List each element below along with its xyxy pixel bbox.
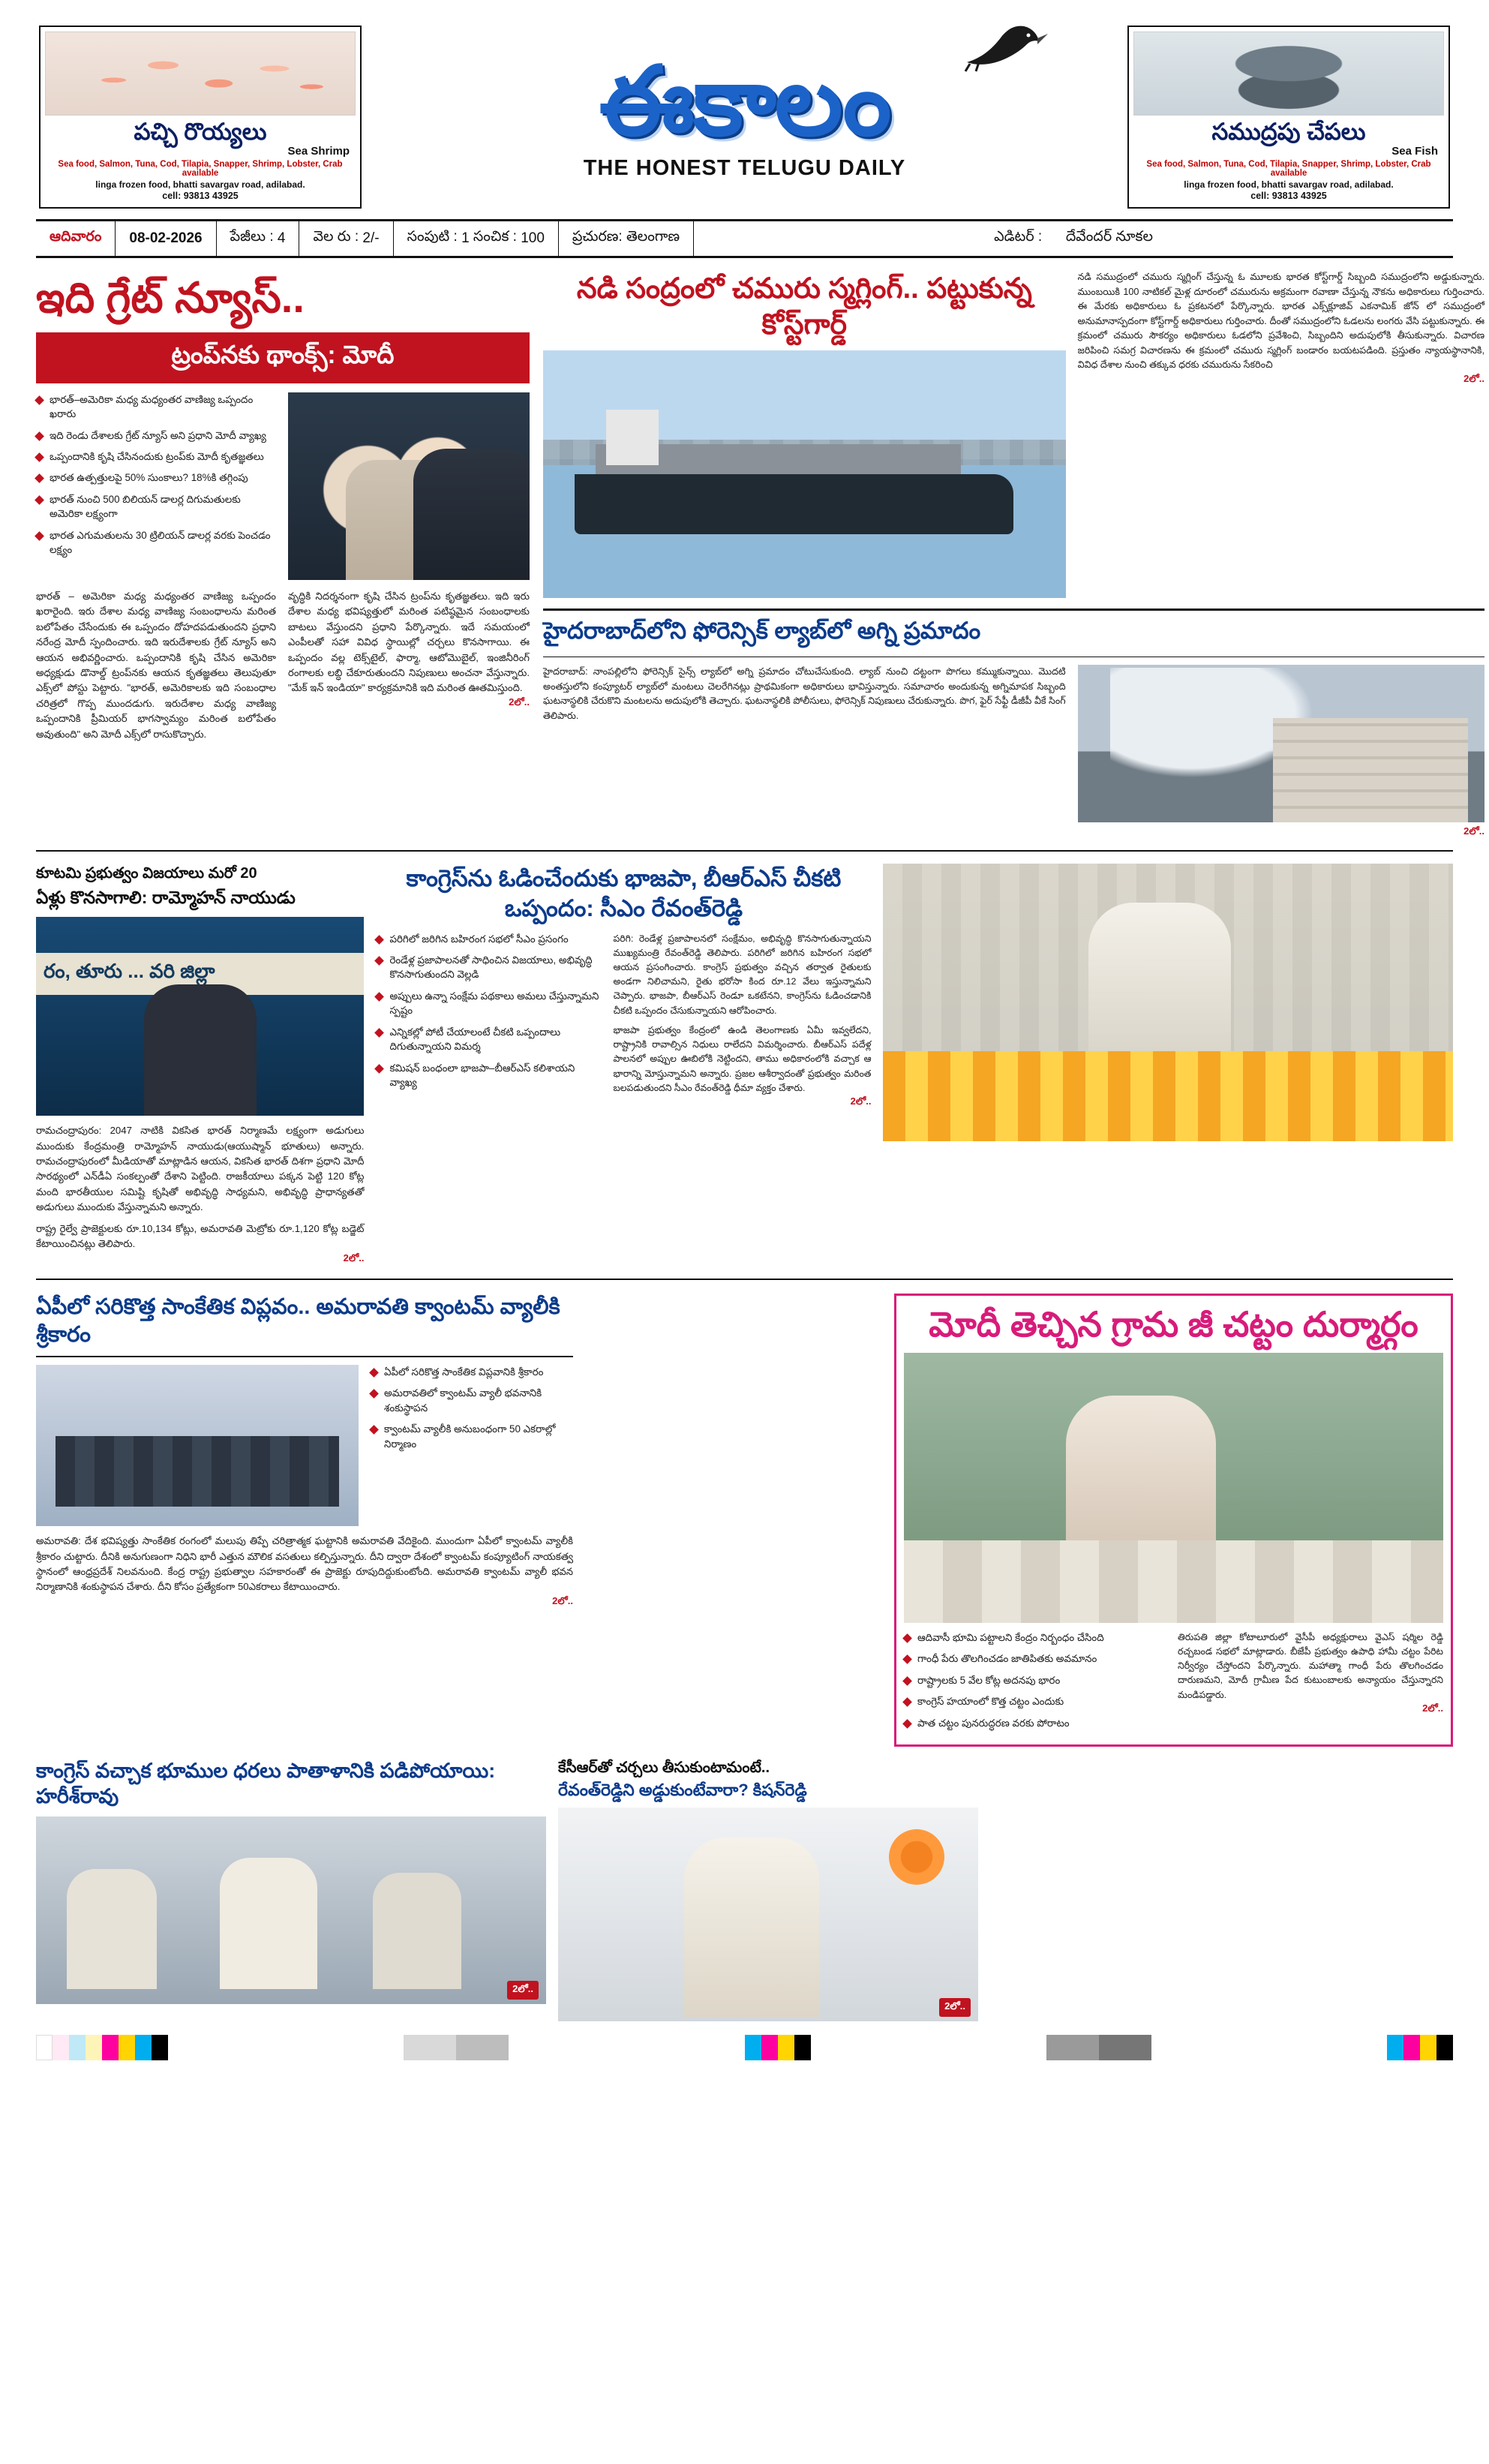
second-section [36,864,1453,1267]
issue-day: ఆదివారం [36,221,116,256]
swatch [794,2035,811,2060]
price-label: వెల రు : [313,229,359,245]
quantum-bullets [371,1365,573,1526]
issue-info-bar [36,219,1453,258]
rammohan-body2: రాష్ట్ర రైల్వే ప్రాజెక్టులకు రూ.10,134 కోట్లు, అమరావతి మెట్రోకు రూ.1,120 కోట్ల బడ్జెట్ కేటాయించినట్లు తెలిపారు. [36,1222,365,1250]
coastguard-story [543,270,1066,598]
rammohan-body: రామచంద్రాపురం: 2047 నాటికి వికసిత భారత్ నిర్మాణమే లక్ష్యంగా అడుగులు ముందుకు కేంద్రమంత్రి రామ్మోహన్ నాయుడు(ఆయుష్మాన్ భూతులు) అన్నారు. రామచంద్రాపురంలో మీడియాతో మాట్లాడిన ఆయన, వికసిత భారత్ దిశగా ప్రధాని మోదీ సారథ్యంలో ఎన్‌డీఏ సంకల్పంతో దేశాని పెట్టింది. రాజకీయాలు పక్కన పెట్టి 120 కోట్ల మంది భారతీయుల సమిష్టి కృషితో అభివృద్ధి సాధ్యమని, అభివృద్ధి ప్రాధాన్యతతో అడుగులు ముందుకు వేస్తున్నామని అన్నారు. [36,1125,365,1213]
modi-trump-photo [288,392,530,580]
coastguard-continue-link[interactable]: 2లో.. [1463,372,1484,384]
swatch [1420,2035,1436,2060]
swatch [778,2035,794,2060]
revanth-body2: భాజపా ప్రభుత్వం కేంద్రంలో ఉండి తెలంగాణకు ఏమీ ఇవ్వలేదని, రాష్ట్రానికి రావాల్సిన నిధులు రాలేదని విమర్శించారు. బీఆర్ఎస్ పదేళ్ల పాలనలో అప్పుల ఊబిలోకి నెట్టిందని, తాము అధికారంలోకి వచ్చాక ఆ భారాన్ని మోస్తున్నామని అన్నారు. ప్రజల ఆశీర్వాదంతో ప్రభుత్వం మరింత బలపడుతుందని సీఎం రేవంత్‌రెడ్డి ధీమా వ్యక్తం చేశారు. [613,1024,872,1093]
lead-body-col2: వృద్ధికి నిదర్శనంగా కృషి చేసిన ట్రంప్‌ను కృతజ్ఞతలు. ఇది ఇరు దేశాల మధ్య భవిష్యత్తులో మరింత పటిష్ఠమైన సంబంధాలకు బాటలు వేస్తుందని ప్రధాని పేర్కొన్నారు. ఇదే సమయంలో ఎంపీలతో సహా వివిధ స్థాయిల్లో చర్చలు కొనసాగాయి. ఈ ఒప్పందం వల్ల టెక్స్‌టైల్, ఫార్మా, ఆటోమొబైల్, ఇంజినీరింగ్ రంగాలకు లబ్ధి చేకూరుతుందని నిపుణులు అంచనా వేస్తున్నారు. "మేక్ ఇన్ ఇండియా" కార్యక్రమానికి ఇది మరింత ఊతమిస్తుంది. [288,590,530,694]
ad-left-phone: cell: 93813 43925 [162,191,239,201]
coastguard-body: నడి సముద్రంలో చమురు స్మగ్లింగ్ చేస్తున్న ఓ మూలకు భారత కోస్ట్‌గార్డ్ సిబ్బంది సముద్రంలోని అడ్డుకున్నారు. ముంబయికి 100 నాటికల్ మైళ్ల దూరంలో చమురును అక్రమంగా రవాణా చేస్తున్న నౌకను అధికారులు గుర్తించారు. ఈ మేరకు అధికారులు ఓ ప్రకటనలో పేర్కొన్నారు. భారత ఎక్స్‌క్లూజివ్ ఎకనామిక్ జోన్ లో సముద్రంలో అనుమానాస్పదంగా కోస్ట్‌గార్డ్ అధికారులు గుర్తించారు. దీంతో సముద్రంలోని ఓడలను లంగరు వేసి పట్టుకున్నారు. ఈ క్రమంలో చమురు సౌకర్యం అధికారులు ఓడలోని ప్రవేశించి, సిబ్బందిని అదుపులోకి తీసుకున్నారు. విచారణ జరిపించి సమగ్ర విచారణను ఈ క్రమంలో చమురు స్మగ్లింగ్ బండారం బయటపడింది. ప్రస్తుతం న్యాయస్థానానికి, వివిధ దేశాల నుంచి తక్కువ ధరకు చమురును సేకరించి [1077,272,1484,371]
forensic-body: హైదరాబాద్: నాంపల్లిలోని ఫోరెన్సిక్ సైన్స్ ల్యాబ్‌లో అగ్ని ప్రమాదం చోటుచేసుకుంది. ల్యాబ్ నుంచి దట్టంగా పొగలు కమ్ముకున్నాయి. మొదటి అంతస్తులోని కంప్యూటర్ ల్యాబ్‌లో మంటలు చెలరేగినట్లు ప్రాథమికంగా అధికారులు భావిస్తున్నారు. సమాచారం అందుకున్న అగ్నిమాపక సిబ్బంది ఘటనాస్థలికి చేరుకొని మంటలను అదుపులోకి తెచ్చారు. ఘటనాస్థలికి పోలీసులు, ఫోరెన్సిక్ నిపుణులు చేరుకున్నారు. పొగ, ఫైర్ సేఫ్టీ డీజీపీ వీకే సింగ్ తెలిపారు. [543,666,1066,721]
brand-block [375,48,1114,181]
revanth-continue-link[interactable]: 2లో.. [850,1095,872,1107]
revanth-body: పరిగి: రెండేళ్ల ప్రజాపాలనలో సంక్షేమం, అభివృద్ధి కొనసాగుతున్నాయని ముఖ్యమంత్రి రేవంత్‌రెడ్డి తెలిపారు. పరిగిలో జరిగిన బహిరంగ సభలో ఆయన ప్రసంగించారు. కాంగ్రెస్ ప్రభుత్వం వచ్చిన తర్వాత రైతులకు అండగా నిలిచామని, రైతు భరోసా కింద రూ.12 వేలు ఇస్తున్నామని చెప్పారు. భాజపా, బీఆర్ఎస్ రెండూ ఒకటేనని, కాంగ్రెస్‌ను ఓడించడానికి చీకటి ఒప్పందం చేసుకున్నాయని ఆరోపించారు. [613,933,872,1016]
swatch [53,2035,69,2060]
issue-volume [394,221,559,256]
sharmila-continue-link[interactable]: 2లో.. [1422,1702,1443,1714]
kishanreddy-photo [558,1807,978,2021]
kishanreddy-continue-link[interactable]: 2లో.. [939,1998,971,2017]
lead-body-col1: భారత్‌ – అమెరికా మధ్య మధ్యంతర వాణిజ్య ఒప్పందం ఖరారైంది. ఇరు దేశాల మధ్య వాణిజ్య సంబంధాలను మరింత బలోపేతం చేసేందుకు ఈ ఒప్పందం దోహదపడుతుందని ప్రధాని నరేంద్ర మోదీ స్పందించారు. ఇది ఇరుదేశాలకు గ్రేట్ న్యూస్ అని ఆయన అభివర్ణించారు. ఒప్పందానికి కృషి చేసిన అమెరికా అధ్యక్షుడు డొనాల్డ్ ట్రంప్‌నకు ఆయన కృతజ్ఞతలు తెలుపుతూ ఎక్స్‌లో పోస్టు పెట్టారు. "భారత్‌, అమెరికాలకు ఇది సంబంధాల చరిత్రలో గొప్ప ముందడుగు. ఇరుదేశాల మధ్య వాణిజ్య ఒప్పందానికి ప్రీమియర్ భాగస్వామ్యం మరింత బలోపేతం అవుతుంది" అని మోదీ ఎక్స్‌లో రాసుకొచ్చారు. [36,590,276,740]
list-item: అప్పులు ఉన్నా సంక్షేమ పథకాలు అమలు చేస్తున్నామని స్పష్టం [376,989,601,1018]
ad-right-products: Sea food, Salmon, Tuna, Cod, Tilapia, Snapper, Shrimp, Lobster, Crab available [1146,160,1431,178]
issue-edition [559,221,694,256]
newspaper-tagline: THE HONEST TELUGU DAILY [583,155,906,180]
revanth-waving-photo [883,864,1453,1141]
swatch [1046,2035,1099,2060]
color-swatches-left [36,2035,168,2060]
quantum-headline: ఏపీలో సరికొత్త సాంకేతిక విప్లవం.. అమరావతి క్వాంటమ్ వ్యాలీకి శ్రీకారం [36,1294,573,1357]
list-item: రెండేళ్ల ప్రజాపాలనతో సాధించిన విజయాలు, అభివృద్ధి కొనసాగుతుందని వెల్లడి [376,953,601,982]
revanth-headline: కాంగ్రెస్‌ను ఓడించేందుకు భాజపా, బీఆర్ఎస్ చీకటి ఒప్పందం: సీఎం రేవంత్‌రెడ్డి [406,865,842,922]
lead-continue-link[interactable]: 2లో.. [509,696,530,708]
ad-right-title-english: Sea Fish [1391,145,1438,158]
ad-right-phone: cell: 93813 43925 [1250,191,1327,201]
forensic-continue-link[interactable]: 2లో.. [1463,825,1484,837]
list-item: ఆదివాసీ భూమి పట్టాలని కేంద్రం నిర్బంధం చేసింది [904,1630,1166,1645]
swatch [1403,2035,1420,2060]
ad-left-title-telugu: పచ్చి రొయ్యలు [134,119,267,145]
fish-photo [1133,32,1444,116]
issue-date: 08-02-2026 [116,221,216,256]
third-section [36,1294,1453,1747]
swatch [1387,2035,1403,2060]
volume-value: 1 [461,230,470,246]
quantum-story [36,1294,573,1747]
lead-subheadline: ట్రంప్‌నకు థాంక్స్: మోదీ [36,332,530,383]
rammohan-story [36,864,364,1267]
issue-label: సంచిక : [473,229,517,245]
ship-photo [543,350,1066,598]
list-item: భారత ఉత్పత్తులపై 50% సుంకాలు? 18%కి తగ్గింపు [36,470,276,485]
top-section [36,270,1484,840]
list-item: పరిగిలో జరిగిన బహిరంగ సభలో సీఎం ప్రసంగం [376,932,601,946]
revanth-bullets [376,932,601,1110]
lotus-icon [889,1829,944,1885]
forensic-headline: హైదరాబాద్‌లోని ఫోరెన్సిక్ ల్యాబ్‌లో అగ్ని ప్రమాదం [543,608,1484,657]
swatch [135,2035,152,2060]
sharmila-photo [904,1353,1443,1623]
forensic-fire-photo [1078,665,1484,822]
editor-label: ఎడిటర్ : [994,229,1043,245]
volume-label: సంపుటి : [407,229,458,245]
list-item: కాంగ్రెస్ హయాంలో కొత్త చట్టం ఎందుకు [904,1694,1166,1708]
ad-left-title-english: Sea Shrimp [287,145,350,158]
top-right-block [543,270,1484,840]
swatch [761,2035,778,2060]
list-item: ఎన్నికల్లో పోటీ చేయాలంటే చీకటి ఒప్పందాలు దిగుతున్నాయని విమర్శ [376,1025,601,1054]
forensic-story [543,608,1484,840]
sharmila-body: తిరుపతి జిల్లా కోటాలూరులో వైసీపీ అధ్యక్షురాలు వైఎస్ షర్మిల రెడ్డి రచ్చబండ సభలో మాట్లాడారు. బీజేపీ ప్రభుత్వం ఉపాధి హామీ చట్టం పేరిట నిర్వీర్యం చేస్తోందని పేర్కొన్నారు. మహాత్మా గాంధీ పేరు తొలగించడం దారుణమని, మోదీ గ్రామీణ పేద కుటుంబాలకు అన్యాయం చేస్తున్నారని మండిపడ్డారు. [1178,1631,1443,1700]
harishrao-continue-link[interactable]: 2లో.. [507,1981,539,2000]
sharmila-headline: మోదీ తెచ్చిన గ్రామ జీ చట్టం దుర్మార్గం [929,1304,1418,1344]
list-item: భారత్‌–అమెరికా మధ్య మధ్యంతర వాణిజ్య ఒప్పందం ఖరారు [36,392,276,422]
list-item: పాత చట్టం పునరుద్ధరణ వరకు పోరాటం [904,1716,1166,1730]
list-item: రాష్ట్రాలకు 5 వేల కోట్ల అదనపు భారం [904,1673,1166,1687]
revanth-photo-col [883,864,1453,1267]
editor-value: దేవేందర్ నూకల [1065,229,1153,245]
issue-editor [694,221,1453,256]
list-item: గాంధీ పేరు తొలగించడం జాతిపితకు అవమానం [904,1651,1166,1666]
harishrao-photo [36,1816,546,2004]
ad-left-products: Sea food, Salmon, Tuna, Cod, Tilapia, Snapper, Shrimp, Lobster, Crab available [58,160,343,178]
edition-value: తెలంగాణ [626,229,680,245]
ad-right-fish [1127,26,1450,209]
coastguard-text-col [1078,270,1484,598]
swatch [404,2035,456,2060]
issue-number: 100 [521,230,545,246]
swatch [36,2035,53,2060]
kishanreddy-headline: రేవంత్‌రెడ్డిని అడ్డుకుంటేవారా? కిషన్‌రెడ్డి [558,1780,807,1799]
swatch [1099,2035,1151,2060]
rammohan-continue-link[interactable]: 2లో.. [343,1252,365,1264]
rammohan-kicker: కూటమి ప్రభుత్వం విజయాలు మరో 20 [36,865,257,882]
ad-left-address: linga frozen food, bhatti savargav road, adilabad. [95,179,305,190]
print-registration-bar [36,2035,1453,2060]
shrimp-photo [45,32,356,116]
list-item: క్వాంటమ్ వ్యాలీకి అనుబంధంగా 50 ఎకరాల్లో నిర్మాణం [371,1422,573,1451]
masthead [26,0,1463,212]
rammohan-photo [36,917,364,1116]
kishanreddy-kicker: కేసీఆర్‌తో చర్చలు తీసుకుంటామంటే.. [558,1759,770,1776]
edition-label: ప్రచురణ: [572,229,623,245]
revanth-story [376,864,871,1267]
list-item: అమరావతిలో క్వాంటమ్ వ్యాలీ భవనానికి శంకుస్థాపన [371,1386,573,1415]
lead-headline: ఇది గ్రేట్ న్యూస్.. [36,274,305,321]
rammohan-headline: ఏళ్లు కొనసాగాలి: రామ్మోహన్ నాయుడు [36,888,296,907]
color-swatches-right2 [1046,2035,1151,2060]
quantum-body: అమరావతి: దేశ భవిష్యత్తు సాంకేతిక రంగంలో మలుపు తిప్పే చరిత్రాత్మక ఘట్టానికి అమరావతి వేదికైంది. ముందుగా ఏపీలో క్వాంటమ్ వ్యాలీకి శ్రీకారం చుట్టారు. దీనికి అనుగుణంగా నిధిని భారీ ఎత్తున మౌలిక వసతులు కల్పిస్తున్నారు. దీని ద్వారా దేశంలో క్వాంటమ్ కంప్యూటింగ్ నాయకత్వ స్థానంలో ఆంధ్రప్రదేశ్ నిలవనుంది. కేంద్ర రాష్ట్ర ప్రభుత్వాల సహకారంతో ఈ ప్రాజెక్టు రూపుదిద్దుకుంటోంది. అమరావతి క్వాంటమ్ వ్యాలీ భవన నిర్మాణానికి శంకుస్థాపన చేశారు. దీని కోసం ప్రత్యేకంగా 50ఎకరాలు కేటాయించారు. [36,1535,573,1593]
color-swatches-mid2 [745,2035,811,2060]
quantum-sidebar [585,1294,882,1747]
harishrao-story [36,1759,546,2022]
crow-icon [959,19,1049,74]
harishrao-headline: కాంగ్రెస్ వచ్చాక భూముల ధరలు పాతాళానికి పడిపోయాయి: హరీశ్‌రావు [36,1759,496,1807]
list-item: ఇది రెండు దేశాలకు గ్రేట్ న్యూస్ అని ప్రధాని మోదీ వ్యాఖ్య [36,428,276,443]
sharmila-bullets [904,1630,1166,1737]
ad-left-shrimp [39,26,362,209]
quantum-photo [36,1365,359,1526]
issue-price [299,221,393,256]
swatch [745,2035,761,2060]
swatch [456,2035,509,2060]
swatch [102,2035,119,2060]
newspaper-title: ఈకాలం [599,48,890,156]
color-swatches-right [1387,2035,1453,2060]
quantum-continue-link[interactable]: 2లో.. [552,1594,573,1606]
sharmila-story [894,1294,1453,1747]
swatch [69,2035,86,2060]
pages-value: 4 [277,230,286,246]
issue-pages [217,221,300,256]
coastguard-headline: నడి సంద్రంలో చమురు స్మగ్లింగ్.. పట్టుకున్న కోస్ట్‌గార్డ్ [576,273,1032,341]
fourth-section [36,1759,1453,2022]
ad-right-address: linga frozen food, bhatti savargav road, adilabad. [1184,179,1394,190]
swatch [1436,2035,1453,2060]
price-value: 2/- [362,230,380,246]
ad-right-title-telugu: సముద్రపు చేపలు [1211,119,1366,145]
pages-label: పేజీలు : [230,229,274,245]
swatch [152,2035,168,2060]
list-item: ఏపీలో సరికొత్త సాంకేతిక విప్లవానికి శ్రీకారం [371,1365,573,1379]
list-item: భారత ఎగుమతులను 30 ట్రిలియన్ డాలర్ల వరకు పెంచడం లక్ష్యం [36,528,276,557]
lead-bullets [36,392,276,580]
list-item: కమిషన్ బంధంలా భాజపా–బీఆర్ఎస్ కలిశాయని వ్యాఖ్య [376,1061,601,1090]
photo-banner-text: రం, తూరు ... వరి జిల్లా [36,953,364,995]
swatch [86,2035,102,2060]
color-swatches-mid [404,2035,509,2060]
list-item: భారత్ నుంచి 500 బిలియన్ డాలర్ల దిగుమతులకు అమెరికా లక్ష్యంగా [36,492,276,521]
swatch [119,2035,135,2060]
kishanreddy-story [558,1759,978,2022]
list-item: ఒప్పందానికి కృషి చేసినందుకు ట్రంప్‌కు మోదీ కృతజ్ఞతలు [36,449,276,464]
lead-story [36,270,530,840]
